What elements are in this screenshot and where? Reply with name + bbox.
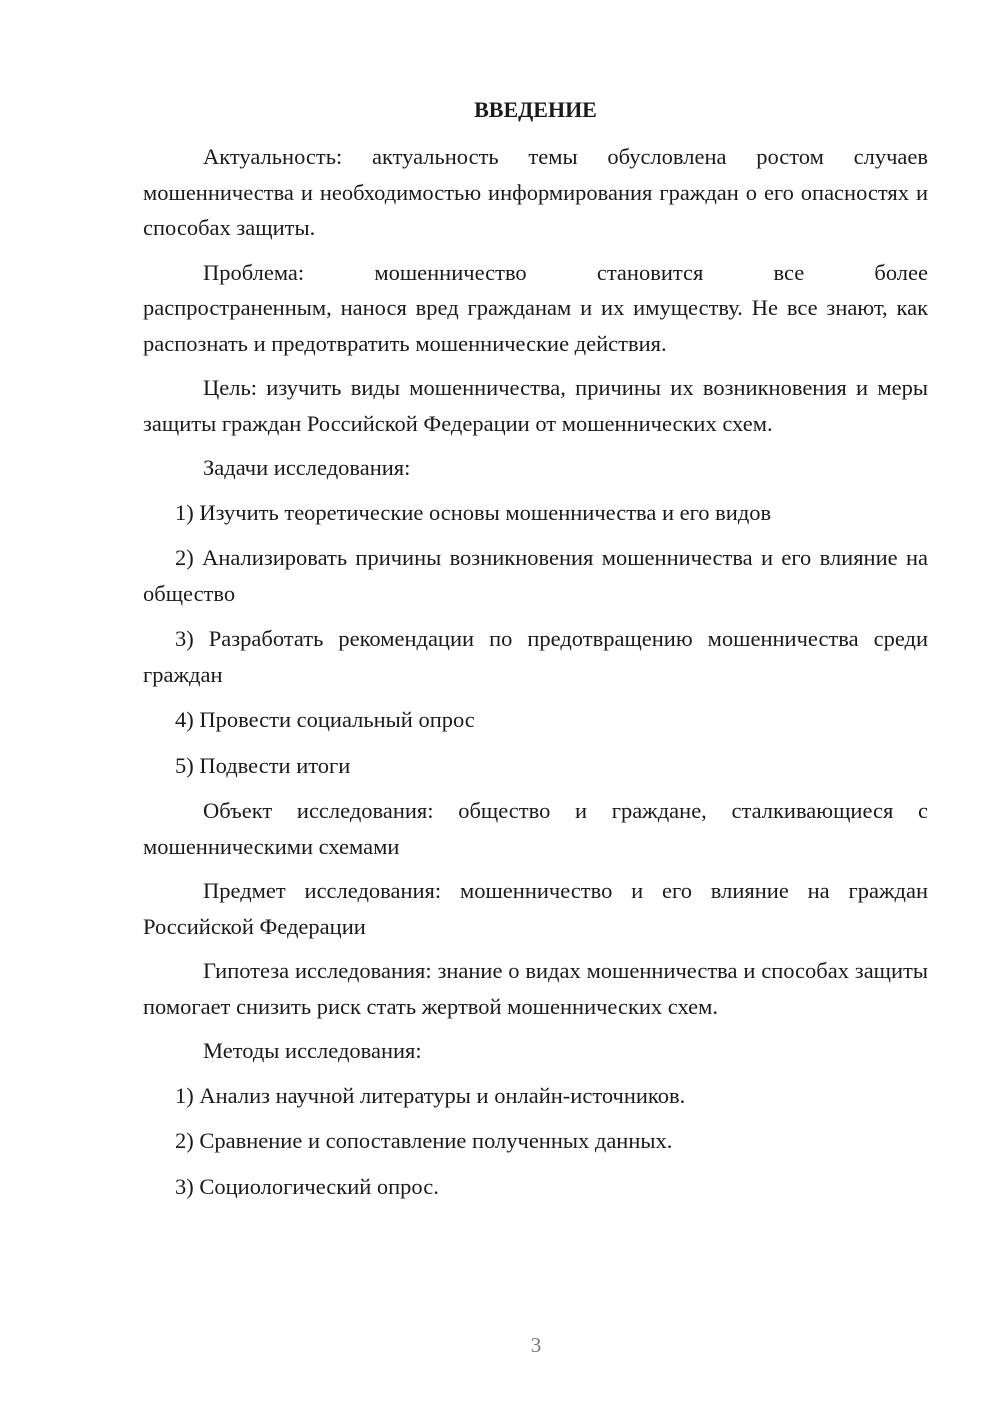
task-item: 2) Анализировать причины возникновения мошенничества и его влияние на общество — [143, 545, 928, 606]
task-item: 4) Провести социальный опрос — [175, 707, 475, 732]
task-item: 3) Разработать рекомендации по предотвращению мошенничества среди граждан — [143, 626, 928, 687]
subject-paragraph: Предмет исследования: мошенничество и его влияние на граждан Российской Федерации — [143, 878, 928, 939]
task-item: 1) Изучить теоретические основы мошенничества и его видов — [175, 499, 772, 525]
document-page — [143, 92, 928, 1214]
problem-word: мошенничество — [374, 259, 527, 285]
method-item: 2) Сравнение и сопоставление полученных данных. — [175, 1128, 673, 1153]
task-item: 5) Подвести итоги — [175, 752, 351, 778]
goal-paragraph: Цель: изучить виды мошенничества, причины их возникновения и меры защиты граждан Российской Федерации от мошеннических схем. — [143, 375, 928, 436]
page-title: ВВЕДЕНИЕ — [474, 97, 597, 122]
object-paragraph: Объект исследования: общество и граждане, сталкивающиеся с мошенническими схемами — [143, 798, 928, 859]
relevance-paragraph: Актуальность: актуальность темы обусловлена ростом случаев мошенничества и необходимостью информирования граждан о его опасностях и способах защиты. — [143, 144, 928, 240]
problem-word: становится — [596, 259, 704, 285]
problem-rest-text: распространенным, нанося вред гражданам и их имуществу. Не все знают, как распознать и предотвратить мошеннические действия. — [143, 295, 928, 356]
hypothesis-paragraph: Гипотеза исследования: знание о видах мошенничества и способах защиты помогает снизить риск стать жертвой мошеннических схем. — [143, 958, 928, 1019]
method-item: 1) Анализ научной литературы и онлайн-источников. — [175, 1082, 686, 1108]
problem-word: более — [874, 259, 928, 285]
methods-heading: Методы исследования: — [203, 1038, 422, 1063]
problem-word: Проблема: — [203, 259, 305, 285]
problem-first-line — [143, 255, 928, 291]
page-number: 3 — [530, 1333, 542, 1357]
problem-paragraph — [143, 255, 928, 362]
method-item: 3) Социологический опрос. — [175, 1173, 439, 1199]
problem-word: все — [773, 259, 805, 285]
tasks-heading: Задачи исследования: — [203, 455, 411, 480]
